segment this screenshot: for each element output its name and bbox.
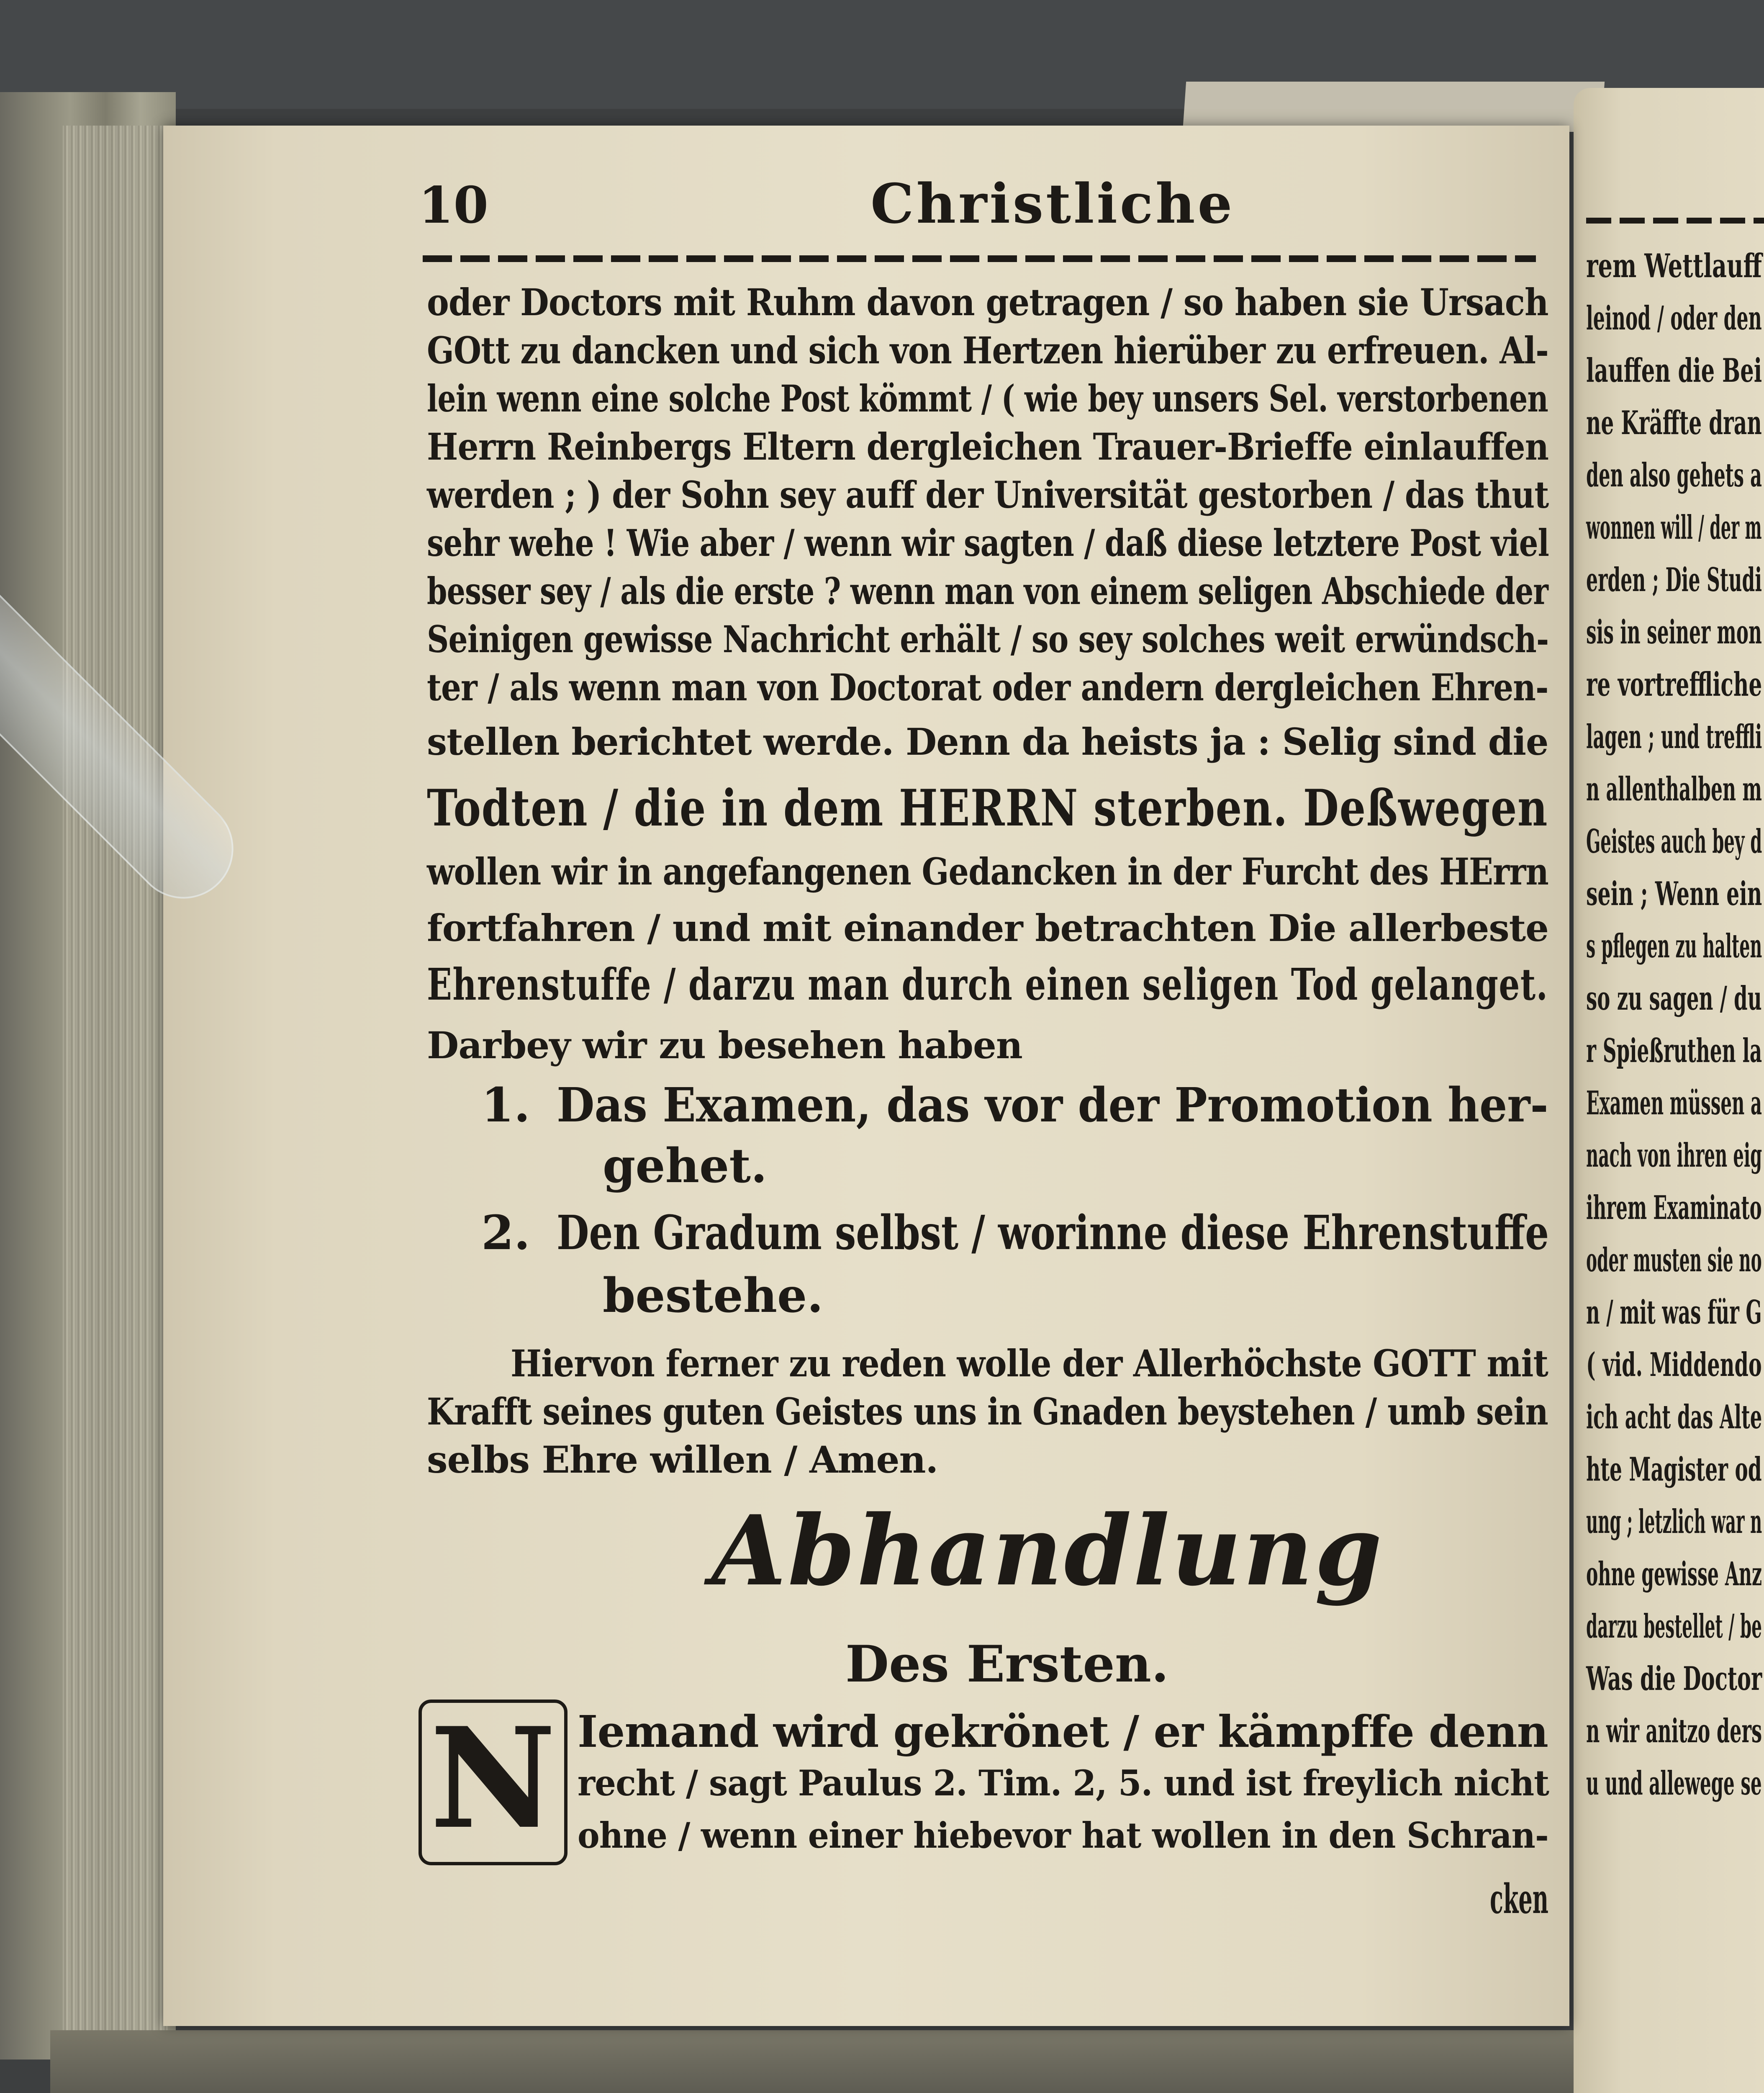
list-item-continued: gehet. — [603, 1139, 767, 1193]
next-page-line: s pflegen zu halten — [1586, 927, 1762, 965]
next-page-line: ( vid. Middendo — [1586, 1346, 1762, 1384]
next-page-line: re vortreffliche — [1586, 666, 1762, 704]
next-page-line: ne Kräffte dran — [1586, 404, 1762, 442]
book-bottom-edge — [50, 2030, 1599, 2093]
text-line: Darbey wir zu besehen haben — [427, 1023, 1022, 1067]
next-page-line: r Spießruthen la — [1586, 1032, 1762, 1070]
catchword: cken — [1490, 1875, 1548, 1923]
text-line: stellen berichtet werde. Denn da heists ja : Selig sind die — [427, 720, 1548, 764]
page-number: 10 — [419, 176, 488, 235]
next-page-line: sis in seiner mon — [1586, 613, 1762, 651]
next-page-line: ohne gewisse Anz — [1586, 1555, 1762, 1593]
next-page-line: den also gehets a — [1586, 456, 1762, 494]
text-line: werden ; ) der Sohn sey auff der Universität gestorben / das thut — [427, 473, 1549, 517]
text-line: wollen wir in angefangenen Gedancken in der Furcht des HErrn — [427, 850, 1548, 893]
text-line: Iemand wird gekrönet / er kämpffe denn — [578, 1706, 1548, 1757]
list-number: 1. — [481, 1078, 530, 1133]
next-page-line: Was die Doctor — [1586, 1660, 1762, 1698]
section-title: Abhandlung — [711, 1494, 1384, 1607]
text-line: Krafft seines guten Geistes uns in Gnaden beystehen / umb sein — [427, 1390, 1548, 1433]
list-item: Den Gradum selbst / worinne diese Ehrenstuffe — [557, 1206, 1549, 1260]
page-edges — [63, 126, 167, 2060]
text-line: lein wenn eine solche Post kömmt / ( wie bey unsers Sel. verstorbenen — [427, 377, 1548, 420]
text-line: Ehrenstuffe / darzu man durch einen seligen Tod gelanget. — [427, 959, 1548, 1010]
text-line: ohne / wenn einer hiebevor hat wollen in den Schran- — [578, 1815, 1548, 1856]
next-page-line: so zu sagen / du — [1586, 980, 1762, 1018]
next-page-line: erden ; Die Studi — [1586, 561, 1762, 599]
next-page-line: n / mit was für G — [1586, 1293, 1762, 1332]
next-page-line: n wir anitzo ders — [1586, 1712, 1762, 1750]
section-subtitle: Des Ersten. — [845, 1635, 1169, 1694]
next-page-line: rem Wettlauff — [1586, 247, 1762, 285]
next-page-line: u und allewege se — [1586, 1764, 1762, 1802]
paper-slip — [1183, 82, 1605, 132]
text-line: ter / als wenn man von Doctorat oder andern dergleichen Ehren- — [427, 666, 1548, 709]
list-item-continued: bestehe. — [603, 1268, 824, 1323]
text-line: Hiervon ferner zu reden wolle der Allerhöchste GOTT mit — [511, 1342, 1548, 1385]
running-title: Christliche — [870, 172, 1235, 236]
next-page-line: oder musten sie no — [1586, 1241, 1762, 1279]
next-page-line: hte Magister od — [1586, 1450, 1762, 1489]
text-line: selbs Ehre willen / Amen. — [427, 1438, 938, 1481]
list-item: Das Examen, das vor der Promotion her- — [557, 1078, 1548, 1133]
text-line: recht / sagt Paulus 2. Tim. 2, 5. und ist freylich nicht — [578, 1762, 1549, 1804]
next-page-line: wonnen will / der m — [1586, 509, 1762, 547]
next-page-line: ihrem Examinato — [1586, 1189, 1762, 1227]
text-line: Todten / die in dem HERRN sterben. Deßwegen — [427, 779, 1548, 838]
text-line: GOtt zu dancken und sich von Hertzen hierüber zu erfreuen. Al- — [427, 329, 1548, 372]
next-page-line: nach von ihren eig — [1586, 1136, 1762, 1175]
next-page-line: sein ; Wenn ein — [1586, 875, 1762, 913]
text-line: Seinigen gewisse Nachricht erhält / so sey solches weit erwündsch- — [427, 617, 1549, 661]
list-number: 2. — [481, 1206, 530, 1260]
next-page-line: Examen müssen a — [1586, 1084, 1762, 1122]
text-line: Herrn Reinbergs Eltern dergleichen Trauer-Brieffe einlauffen — [427, 425, 1549, 468]
next-page-line: ich acht das Alte — [1586, 1398, 1762, 1436]
next-page-line: n allenthalben m — [1586, 770, 1762, 808]
next-page-line: lauffen die Bei — [1586, 352, 1762, 390]
header-rule — [423, 255, 1536, 262]
text-line: oder Doctors mit Ruhm davon getragen / so haben sie Ursach — [427, 280, 1548, 324]
next-page-line: lagen ; und treffli — [1586, 718, 1762, 756]
text-line: fortfahren / und mit einander betrachten Die allerbeste — [427, 906, 1548, 950]
next-page-line: Geistes auch bey d — [1586, 823, 1762, 861]
text-line: sehr wehe ! Wie aber / wenn wir sagten / daß diese letztere Post viel — [427, 521, 1549, 565]
drop-cap-initial: N — [419, 1700, 567, 1865]
next-page-rule — [1586, 218, 1764, 224]
next-page-line: leinod / oder den — [1586, 299, 1762, 337]
next-page-line: ung ; letzlich war n — [1586, 1503, 1762, 1541]
text-line: besser sey / als die erste ? wenn man von einem seligen Abschiede der — [427, 569, 1548, 613]
next-page-line: darzu bestellet / be — [1586, 1607, 1762, 1646]
